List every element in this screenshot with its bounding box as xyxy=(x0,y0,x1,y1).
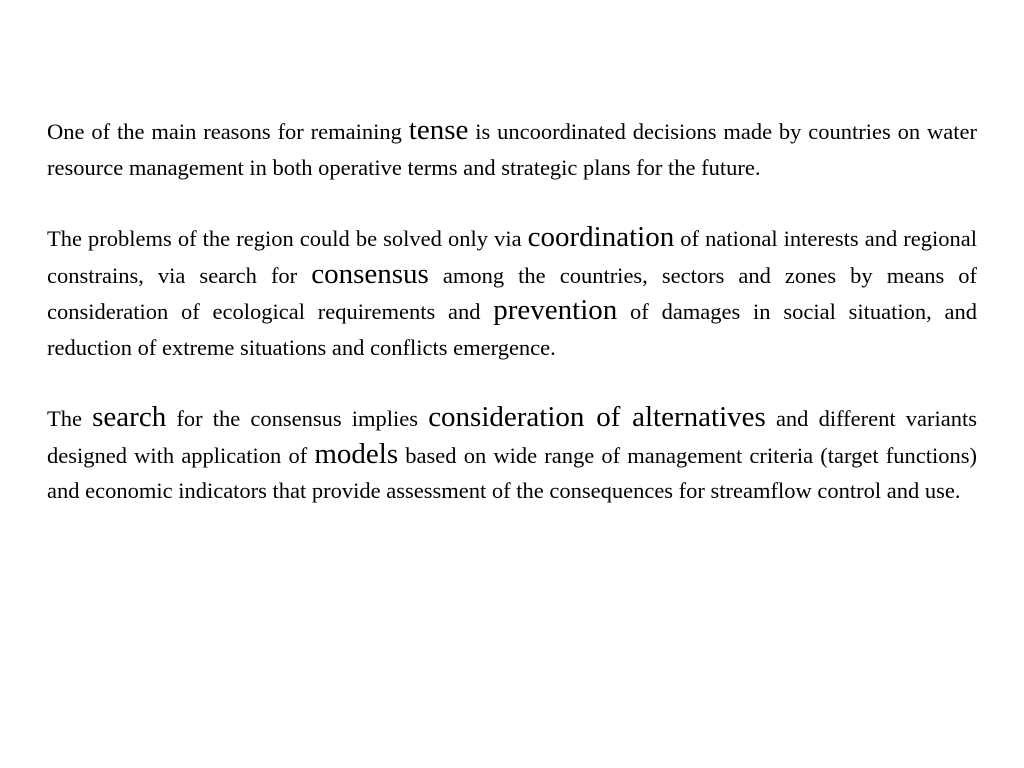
text-segment: and different variants designed with application of xyxy=(47,406,978,468)
slide-body xyxy=(47,113,977,509)
text-segment: is uncoordinated decisions made by countries on water resource management in both operative terms and strategic plans for the future. xyxy=(47,119,977,180)
keyword-consensus: consensus xyxy=(311,257,429,290)
text-segment: among the countries, sectors and zones by means of consideration of ecological requirements and xyxy=(47,262,977,324)
text-segment: of damages in social situation, and reduction of extreme situations and conflicts emergence. xyxy=(47,299,977,360)
text-segment: The problems of the region could be solved only via xyxy=(47,226,528,251)
text-segment: One of the main reasons for remaining xyxy=(47,119,409,144)
paragraph-reasons xyxy=(47,113,977,185)
keyword-tense: tense xyxy=(408,114,469,146)
text-segment: based on wide range of management criteria (target functions) and economic indicators that provide assessment of the consequences for streamflow control and use. xyxy=(47,442,977,503)
keyword-coordination: coordination xyxy=(527,221,675,253)
text-segment: The xyxy=(47,406,93,431)
keyword-consideration-of-alternatives: consideration of alternatives xyxy=(428,401,766,433)
keyword-search: search xyxy=(92,401,167,433)
paragraph-problems xyxy=(47,220,977,365)
text-segment: for the consensus implies xyxy=(166,406,429,431)
text-segment: of national interests and regional constrains, via search for xyxy=(47,226,977,288)
paragraph-search xyxy=(47,400,977,509)
keyword-models: models xyxy=(314,437,399,470)
keyword-prevention: prevention xyxy=(493,294,618,326)
